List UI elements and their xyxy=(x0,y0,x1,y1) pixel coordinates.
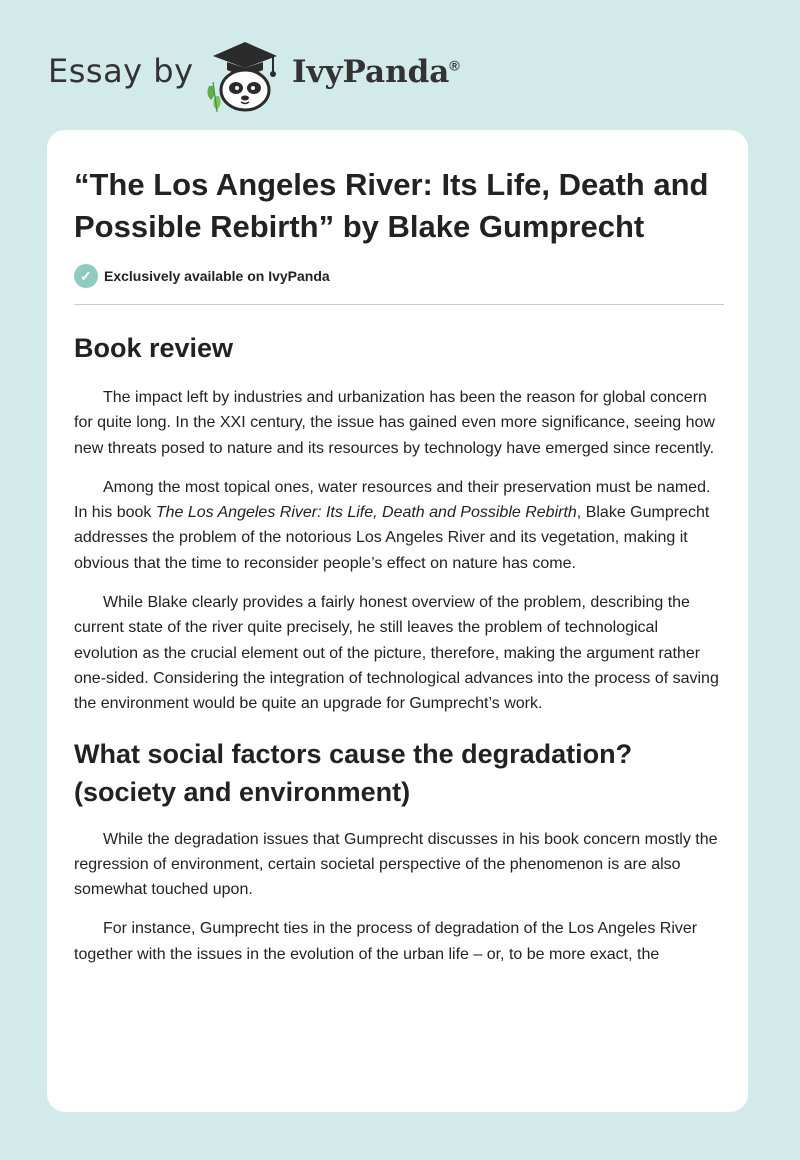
book-title-italic: The Los Angeles River: Its Life, Death and Possible Rebirth xyxy=(155,504,577,522)
site-header xyxy=(48,30,548,110)
brand-name[interactable]: IvyPanda® xyxy=(292,54,460,90)
paragraph-1: The impact left by industries and urbanization has been the reason for global concern for quite long. In the XXI century, the issue has gained even more significance, seeing how new threats posed to nature and its resources by technology have emerged since recently. xyxy=(74,389,715,457)
exclusive-badge-label: Exclusively available on IvyPanda xyxy=(104,268,330,284)
article-content xyxy=(74,164,724,981)
check-circle-icon: ✓ xyxy=(74,264,98,288)
title-divider xyxy=(74,304,724,305)
panda-logo-icon[interactable] xyxy=(203,34,283,114)
paragraph-5: For instance, Gumprecht ties in the process of degradation of the Los Angeles River together with the issues in the evolution of the urban life – or, to be more exact, the xyxy=(74,920,698,963)
article-card xyxy=(47,130,748,1112)
section-heading-social-factors: What social factors cause the degradation? (society and environment) xyxy=(74,738,633,807)
article-title: “The Los Angeles River: Its Life, Death and Possible Rebirth” by Blake Gumprecht xyxy=(74,167,709,244)
ivy-leaf-icon xyxy=(207,82,220,112)
exclusive-badge xyxy=(74,262,724,290)
registered-mark: ® xyxy=(449,57,460,74)
essay-by-label: Essay by xyxy=(48,52,194,90)
paragraph-2: Among the most topical ones, water resources and their preservation must be named. In his book The Los Angeles River: Its Life, Death and Possible Rebirth, Blake Gumprecht addresses the problem of the notorious Los Angeles River and its vegetation, making it obvious that the time to reconsider people’s effect on nature has come. xyxy=(74,478,711,572)
section-heading-book-review: Book review xyxy=(74,333,234,363)
paragraph-4: While the degradation issues that Gumprecht discusses in his book concern mostly the regression of environment, certain societal perspective of the phenomenon is are also somewhat touched upon. xyxy=(74,830,718,899)
paragraph-3: While Blake clearly provides a fairly honest overview of the problem, describing the current state of the river quite precisely, he still leaves the problem of technological evolution as the crucial element out of the picture, therefore, making the argument rather one-sided. Considering the integration of technological advances into the process of saving the environment would be quite an upgrade for Gumprecht’s work. xyxy=(74,594,719,713)
